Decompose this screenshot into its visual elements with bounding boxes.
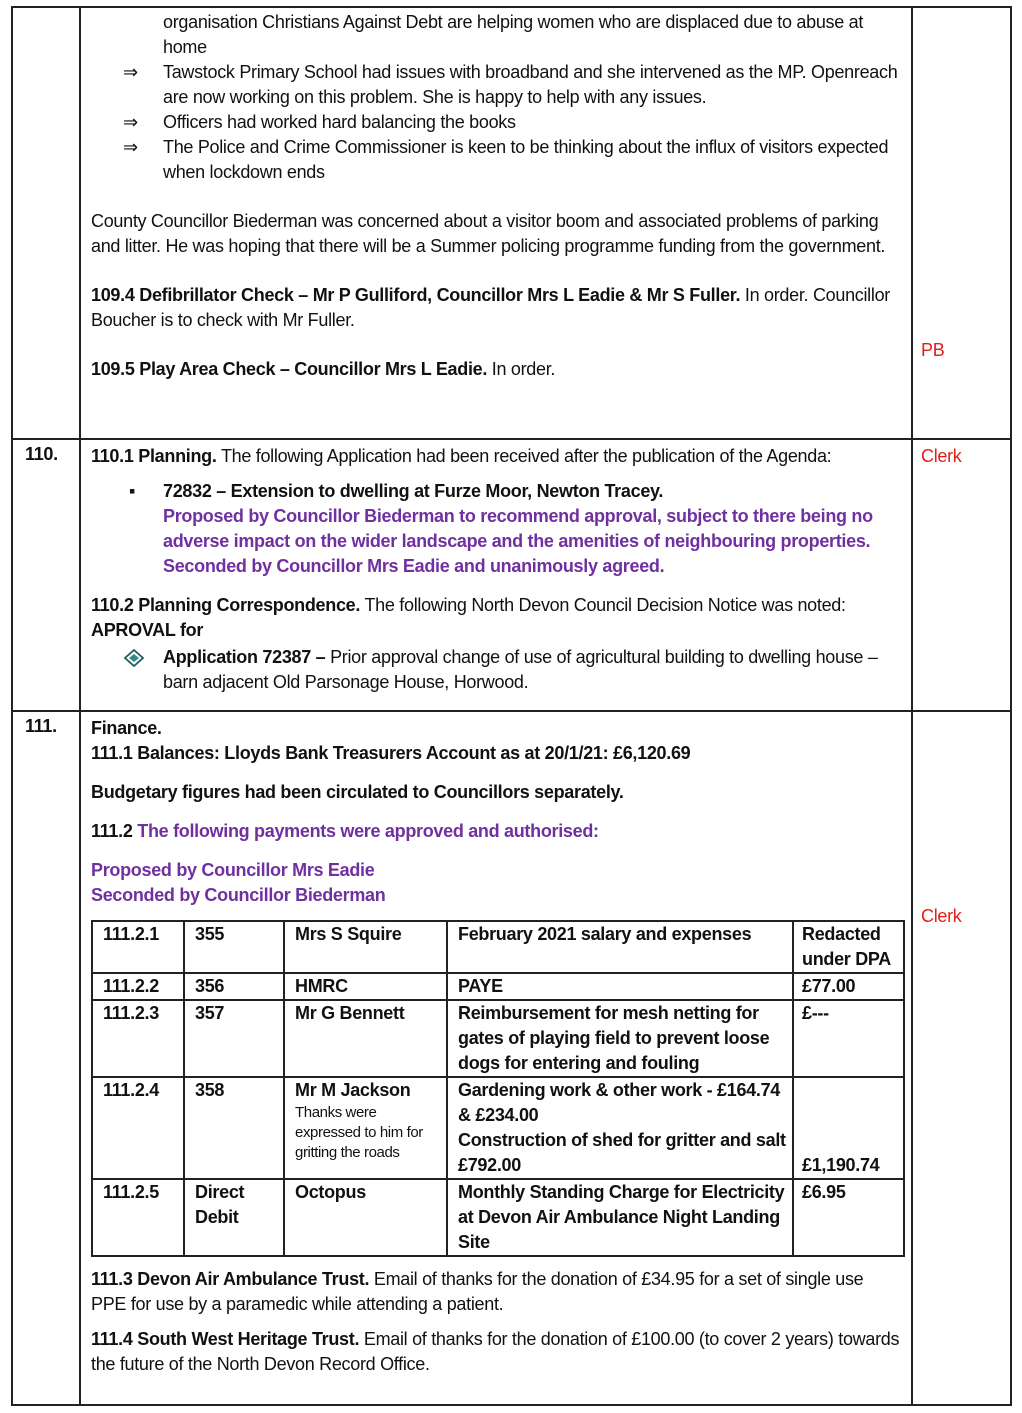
balances: 111.1 Balances: Lloyds Bank Treasurers Account as at 20/1/21: £6,120.69: [91, 743, 691, 763]
table-row: 111.2.5 Direct Debit Octopus Monthly Standing Charge for Electricity at Devon Air Ambulance Night Landing Site £6.95: [92, 1179, 904, 1256]
item-111-3: 111.3 Devon Air Ambulance Trust. Email of thanks for the donation of £34.95 for a set of single use PPE for use by a paramedic while attending a patient.: [91, 1269, 864, 1314]
row-109-action: [912, 7, 1011, 439]
row-number-empty: [12, 7, 80, 439]
action-owner: Clerk: [921, 906, 962, 926]
application-item: [123, 479, 901, 579]
row-110-action: [912, 439, 1011, 711]
payments-proposed: Proposed by Councillor Mrs Eadie: [91, 860, 375, 880]
row-111-action: [912, 711, 1011, 1405]
item-110-2: 110.2 Planning Correspondence. The following North Devon Council Decision Notice was noted:: [91, 595, 846, 615]
action-owner: PB: [921, 340, 945, 360]
table-row: 111.2.3 357 Mr G Bennett Reimbursement for mesh netting for gates of playing field to prevent loose dogs for entering and fouling £---: [92, 1000, 904, 1077]
budgetary-note: Budgetary figures had been circulated to Councillors separately.: [91, 782, 624, 802]
double-right-arrow-icon: ⇒: [123, 112, 138, 132]
square-bullet-icon: ▪: [129, 481, 136, 501]
minutes-table: [11, 6, 1012, 1406]
row-109-body: [80, 7, 912, 439]
arrow-list-item: ⇒ The Police and Crime Commissioner is keen to be thinking about the influx of visitors expected when lockdown ends: [123, 135, 901, 185]
application-resolution: Proposed by Councillor Biederman to recommend approval, subject to there being no adverse impact on the wider landscape and the amenities of neighbouring properties. Seconded by Councillor Mrs Eadie and unanimously agreed.: [163, 506, 873, 576]
arrow-list-item: ⇒ Officers had worked hard balancing the books: [123, 110, 901, 135]
payments-heading: 111.2 The following payments were approved and authorised:: [91, 821, 599, 841]
approval-item: Application 72387 – Prior approval change of use of agricultural building to dwelling house – barn adjacent Old Parsonage House, Horwood.: [123, 645, 901, 695]
arrow-list-item: ⇒ Tawstock Primary School had issues with broadband and she intervened as the MP. Openreach are now working on this problem. She is happy to help with any issues.: [123, 60, 901, 110]
action-owner: Clerk: [921, 446, 962, 466]
double-right-arrow-icon: ⇒: [123, 137, 138, 157]
row-111-body: [80, 711, 912, 1405]
minutes-row-110: [12, 439, 1011, 711]
payments-seconded: Seconded by Councillor Biederman: [91, 885, 386, 905]
table-row: 111.2.2 356 HMRC PAYE £77.00: [92, 973, 904, 1000]
item-111-4: 111.4 South West Heritage Trust. Email of thanks for the donation of £100.00 (to cover 2 years) towards the future of the North Devon Record Office.: [91, 1329, 900, 1374]
item-109-4: 109.4 Defibrillator Check – Mr P Gulliford, Councillor Mrs L Eadie & Mr S Fuller. In order. Councillor Boucher is to check with Mr Fuller.: [91, 285, 890, 330]
payments-table: [91, 920, 905, 1257]
minutes-row-109: [12, 7, 1011, 439]
approval-label: APROVAL for: [91, 620, 204, 640]
table-row: 111.2.1 355 Mrs S Squire February 2021 salary and expenses Redacted under DPA: [92, 921, 904, 973]
row-110-body: [80, 439, 912, 711]
application-title: 72832 – Extension to dwelling at Furze Moor, Newton Tracey.: [163, 481, 664, 501]
item-109-5: 109.5 Play Area Check – Councillor Mrs L Eadie. In order.: [91, 359, 556, 379]
item-110-1: 110.1 Planning. The following Application had been received after the publication of the Agenda:: [91, 446, 832, 466]
payee-note: Thanks were expressed to him for gritting the roads: [295, 1104, 423, 1161]
table-row: 111.2.4 358 Mr M Jackson Thanks were expressed to him for gritting the roads Gardening work & other work - £164.74 & £234.00 Construction of shed for gritter and salt £792.00 £1,190.74: [92, 1077, 904, 1179]
row-number: 111.: [12, 711, 80, 1405]
biederman-paragraph: County Councillor Biederman was concerned about a visitor boom and associated problems of parking and litter. He was hoping that there will be a Summer policing programme funding from the government.: [91, 211, 886, 256]
finance-heading: Finance.: [91, 718, 162, 738]
diamond-bullet-icon: [123, 645, 163, 695]
continued-text: [123, 10, 901, 60]
minutes-row-111: [12, 711, 1011, 1405]
double-right-arrow-icon: ⇒: [123, 62, 138, 82]
continued-text-label: organisation Christians Against Debt are helping women who are displaced due to abuse at home: [163, 12, 864, 57]
row-number: 110.: [12, 439, 80, 711]
